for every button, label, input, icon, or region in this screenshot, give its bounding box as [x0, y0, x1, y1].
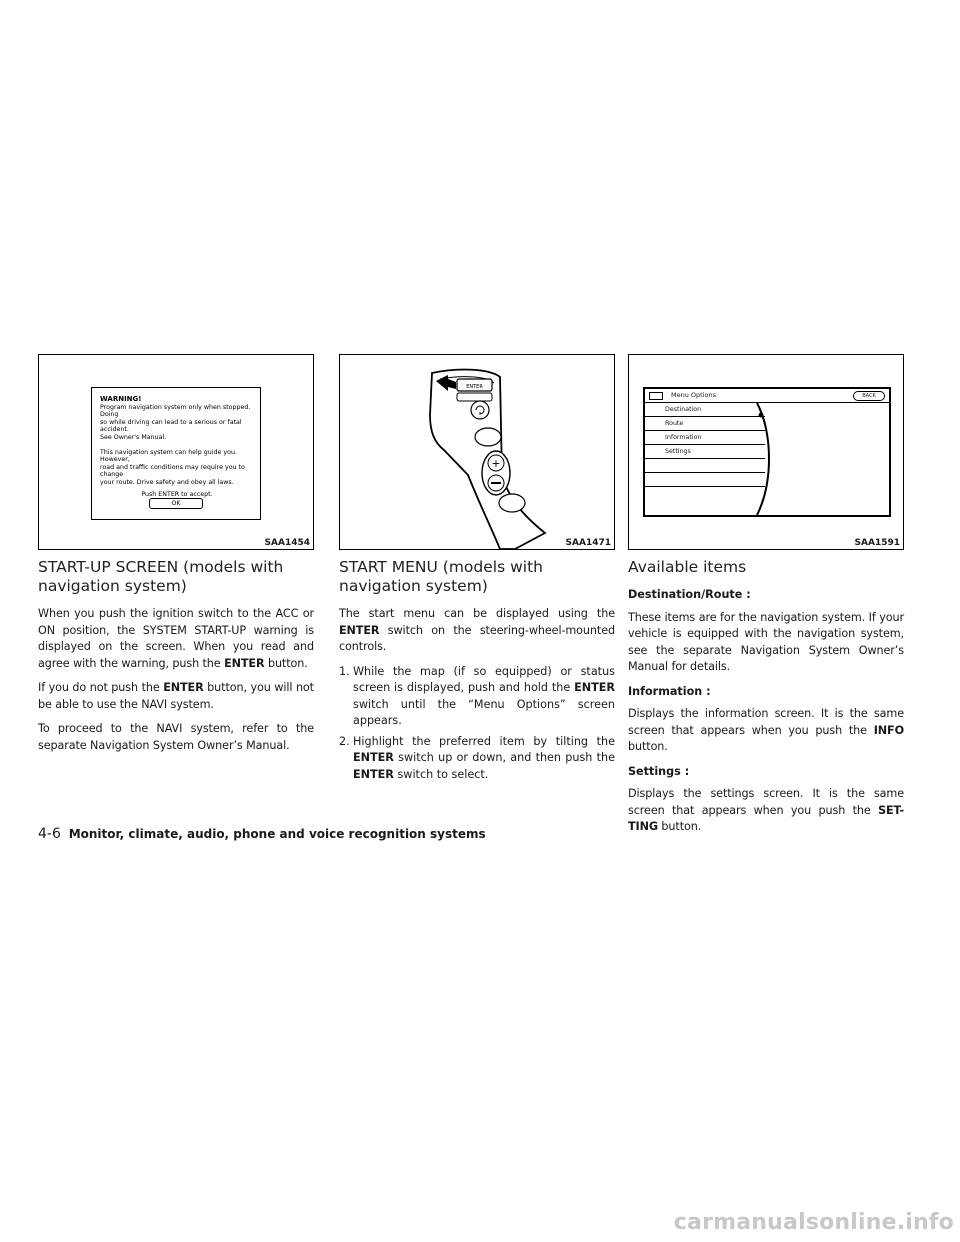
info-line: This navigation system can help guide you. However, — [100, 448, 237, 464]
figure-steering-switch — [339, 354, 615, 550]
paragraph: These items are for the navigation system. If your vehicle is equipped with the navigation system, see the separate Navigation System Owner’s Manual for details. — [628, 610, 904, 673]
column-startmenu — [339, 354, 615, 787]
menu-item-empty — [645, 459, 765, 473]
figure-code: SAA1591 — [854, 538, 900, 548]
subheading: Settings : — [628, 764, 690, 778]
column-available — [628, 354, 904, 844]
list-item: 1. While the map (if so equipped) or status screen is displayed, push and hold the ENTER switch until the “Menu Options” screen appears. — [339, 664, 615, 727]
paragraph: To proceed to the NAVI system, refer to the separate Navigation System Owner’s Manual. — [38, 722, 314, 752]
paragraph: When you push the ignition switch to the ACC or ON position, the SYSTEM START-UP warning is displayed on the screen. When you read and agree with the warning, push the ENTER button. — [38, 607, 314, 670]
ok-button[interactable]: OK — [149, 498, 203, 509]
figure-startup-warning — [38, 354, 314, 550]
paragraph: If you do not push the ENTER button, you will not be able to use the NAVI system. — [38, 681, 314, 711]
subheading: Destination/Route : — [628, 588, 751, 601]
menu-options-screen — [643, 387, 891, 517]
warning-title: WARNING! — [100, 395, 142, 403]
menu-item-route[interactable]: Route — [645, 417, 765, 431]
menu-icon — [649, 392, 663, 400]
section-title-startmenu: START MENU (models with navigation system) — [339, 558, 543, 595]
chapter-title: Monitor, climate, audio, phone and voice recognition systems — [68, 827, 486, 841]
menu-header — [645, 389, 889, 403]
menu-item-settings[interactable]: Settings — [645, 445, 765, 459]
watermark: carmanualsonline.info — [673, 1210, 954, 1235]
paragraph: Displays the information screen. It is the same screen that appears when you push the INFO button. — [628, 707, 904, 753]
menu-item-information[interactable]: Information — [645, 431, 765, 445]
push-enter-text: Push ENTER to accept. — [141, 490, 213, 498]
warning-line: Program navigation system only when stopped. Doing — [100, 403, 251, 419]
figure-menu-options — [628, 354, 904, 550]
page-footer — [38, 826, 486, 842]
scroll-arc — [755, 403, 795, 515]
info-line: your route. Drive safety and obey all laws. — [100, 478, 234, 486]
menu-title: Menu Options — [671, 391, 716, 399]
back-button-icon — [471, 401, 489, 419]
paragraph: The start menu can be displayed using the ENTER switch on the steering-wheel-mounted controls. — [339, 607, 615, 653]
scroll-indicator-icon — [759, 413, 764, 418]
warning-screen — [91, 387, 261, 520]
svg-text:+: + — [491, 457, 501, 470]
list-item: 2. Highlight the preferred item by tilting the ENTER switch up or down, and then push the ENTER switch to select. — [339, 734, 615, 781]
menu-item-destination[interactable]: Destination — [645, 403, 765, 417]
subheading: Information : — [628, 684, 711, 698]
section-title-startup: START-UP SCREEN (models with navigation system) — [38, 558, 284, 595]
menu-item-empty — [645, 473, 765, 487]
info-line: road and traffic conditions may require you to change — [100, 463, 245, 479]
warning-line: so while driving can lead to a serious or fatal accident. — [100, 418, 242, 434]
page-number: 4-6 — [38, 826, 61, 842]
warning-line: See Owner's Manual. — [100, 433, 167, 441]
figure-code: SAA1471 — [565, 538, 611, 548]
enter-label: ENTER — [466, 384, 483, 390]
column-startup — [38, 354, 314, 762]
steering-switch-illustration — [340, 355, 614, 549]
figure-code: SAA1454 — [264, 538, 310, 548]
back-button[interactable]: BACK — [853, 391, 885, 401]
section-title-available: Available items — [628, 558, 747, 576]
paragraph: Displays the settings screen. It is the same screen that appears when you push the SET-TING button. — [628, 787, 904, 833]
